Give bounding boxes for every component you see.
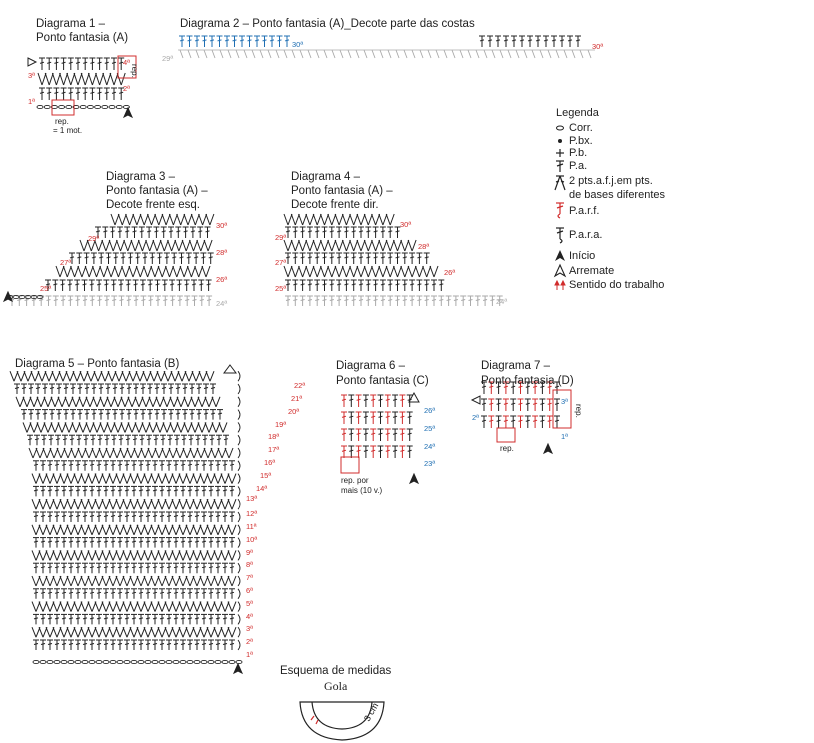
double-crochet-icon (556, 161, 564, 172)
diagram-5-row-label: 1ª (246, 650, 253, 659)
diagram-7-row-3: 3ª (561, 397, 568, 406)
diagram-5-row-label: 19ª (275, 419, 287, 429)
schematic-dimension: 3 cm (362, 701, 381, 723)
legend-end-label: Arremate (569, 265, 615, 277)
diagram-7-title-line-2: Ponto fantasia (D) (481, 375, 574, 387)
diagram-6-note-2: mais (10 v.) (341, 486, 383, 495)
diagram-1-row-2: 2ª (123, 84, 130, 93)
diagram-4-chart (284, 214, 503, 306)
diagram-4-row-30: 30ª (400, 220, 412, 229)
diagram-7-title-line-1: Diagrama 7 – (481, 360, 551, 372)
diagram-6-row-24: 24ª (424, 442, 436, 451)
diagram-6-note-1: rep. por (341, 476, 369, 485)
direction-arrows-icon (555, 281, 565, 290)
diagram-6-row-25: 25ª (424, 424, 436, 433)
diagram-4-title-line-1: Diagrama 4 – (291, 171, 361, 183)
start-arrow-icon (555, 250, 565, 261)
diagram-3-row-30: 30ª (216, 221, 228, 230)
diagram-1-rep-box-bottom (52, 100, 74, 115)
slip-stitch-icon (558, 139, 562, 143)
dc2tog-icon (555, 176, 565, 190)
diagram-5-row-label: 2ª (246, 637, 253, 647)
diagram-4-row-25: 25ª (275, 284, 287, 293)
diagram-1-row-1: 1ª (28, 97, 35, 106)
diagram-5-row-label: 10ª (246, 534, 258, 544)
legend-symbols (555, 126, 565, 290)
diagram-2-row-29: 29ª (162, 54, 174, 63)
diagram-6-chart (341, 393, 419, 483)
diagram-5-row-label: 3ª (246, 624, 253, 634)
diagram-5-row-label: 22ª (294, 381, 306, 391)
diagram-5-row-label: 18ª (268, 432, 280, 442)
diagram-5-row-label: 11ª (246, 522, 257, 531)
diagram-5-row-label: 21ª (291, 394, 303, 403)
diagram-5-row-label: 15ª (260, 470, 272, 480)
back-post-dc-icon (556, 228, 564, 243)
diagram-1-rep-note-1: rep. (55, 117, 69, 126)
diagram-2-row-30-left: 30ª (292, 40, 304, 49)
diagram-7-chart (472, 382, 560, 453)
diagram-3-row-28: 28ª (216, 248, 228, 257)
diagram-4-title-line-3: Decote frente dir. (291, 199, 379, 211)
diagram-2-row-30-right: 30ª (592, 42, 604, 51)
diagram-1-rep-note-2: = 1 mot. (53, 126, 83, 135)
schematic-title: Esquema de medidas (280, 665, 392, 677)
diagram-6-title-line-1: Diagrama 6 – (336, 360, 406, 372)
diagram-5-row-label: 8ª (246, 560, 253, 570)
diagram-5-row-label: 5ª (246, 598, 253, 608)
diagram-3-title-line-2: Ponto fantasia (A) – (106, 185, 208, 197)
diagram-3-row-29: 29ª (88, 234, 100, 243)
diagram-5-row-label: 9ª (246, 547, 253, 557)
diagram-3-title-line-3: Decote frente esq. (106, 199, 200, 211)
diagram-1-rep-side: rep. (130, 64, 139, 78)
diagram-1-title-line-2: Ponto fantasia (A) (36, 32, 129, 44)
diagram-4-row-26: 26ª (444, 268, 456, 277)
chain-icon (557, 126, 564, 130)
diagram-3-row-27: 27ª (60, 258, 72, 267)
legend-double-crochet-label: P.a. (569, 160, 588, 172)
legend-dc2tog-label-2: de bases diferentes (569, 189, 666, 201)
diagram-4-row-27: 27ª (275, 258, 287, 267)
diagram-4-row-29: 29ª (275, 233, 287, 242)
diagram-3-row-24: 24ª (216, 299, 228, 308)
diagram-5-row-label: 17ª (268, 445, 280, 455)
diagram-2-chart (178, 36, 595, 58)
legend-single-crochet-label: P.b. (569, 147, 588, 159)
diagram-1-chart (28, 58, 132, 117)
diagram-7-rep-box-bottom (497, 428, 515, 442)
diagram-5-row-label: 12ª (246, 509, 258, 519)
diagram-5-row-label: 6ª (246, 586, 253, 595)
diagram-4-title-line-2: Ponto fantasia (A) – (291, 185, 393, 197)
diagram-5-row-label: 14ª (256, 483, 268, 493)
diagram-3-row-25: 25ª (40, 284, 52, 293)
diagram-5-row-label: 7ª (246, 573, 253, 583)
diagram-3-title-line-1: Diagrama 3 – (106, 171, 176, 183)
diagram-1-row-4: 4ª (123, 58, 130, 67)
diagram-7-rep-box-side (553, 390, 571, 428)
diagram-6-title-line-2: Ponto fantasia (C) (336, 375, 429, 387)
diagram-2-title: Diagrama 2 – Ponto fantasia (A)_Decote parte das costas (180, 18, 475, 30)
diagram-7-rep-bottom: rep. (500, 444, 514, 453)
diagram-5-chart (10, 365, 242, 673)
end-arrow-icon (555, 265, 565, 276)
diagram-7-rep-side: rep. (574, 404, 583, 418)
legend-start-label: Início (569, 250, 596, 262)
diagram-7-row-1: 1ª (561, 432, 568, 441)
front-post-dc-icon (556, 203, 564, 218)
legend-chain-label: Corr. (569, 122, 593, 134)
diagram-6-row-23: 23ª (424, 459, 436, 468)
schematic-subtitle: Gola (324, 679, 348, 693)
legend-dc2tog-label-1: 2 pts.a.f.j.em pts. (569, 175, 653, 187)
diagram-4-row-24: 24ª (496, 297, 508, 306)
single-crochet-icon (556, 149, 564, 157)
diagram-7-row-2: 2ª (472, 413, 479, 422)
legend-direction-label: Sentido do trabalho (569, 279, 665, 291)
diagram-6-rep-box (341, 457, 359, 473)
diagram-6-row-26: 26ª (424, 406, 436, 415)
legend-front-post-label: P.a.r.f. (569, 205, 600, 217)
diagram-3-row-26: 26ª (216, 275, 228, 284)
legend-title: Legenda (556, 107, 599, 119)
diagram-4-row-28: 28ª (418, 242, 430, 251)
diagram-5-row-label: 4ª (246, 611, 253, 621)
diagram-5-row-label: 13ª (246, 494, 258, 504)
diagram-1-row-3: 3ª (28, 71, 35, 80)
diagram-1-title-line-1: Diagrama 1 – (36, 18, 106, 30)
diagram-5-row-label: 20ª (288, 406, 300, 416)
diagram-5-title: Diagrama 5 – Ponto fantasia (B) (15, 358, 180, 370)
legend-slip-stitch-label: P.bx. (569, 135, 593, 147)
legend-back-post-label: P.a.r.a. (569, 229, 603, 241)
diagram-3-chart (4, 214, 214, 306)
diagram-5-row-label: 16ª (264, 458, 276, 467)
